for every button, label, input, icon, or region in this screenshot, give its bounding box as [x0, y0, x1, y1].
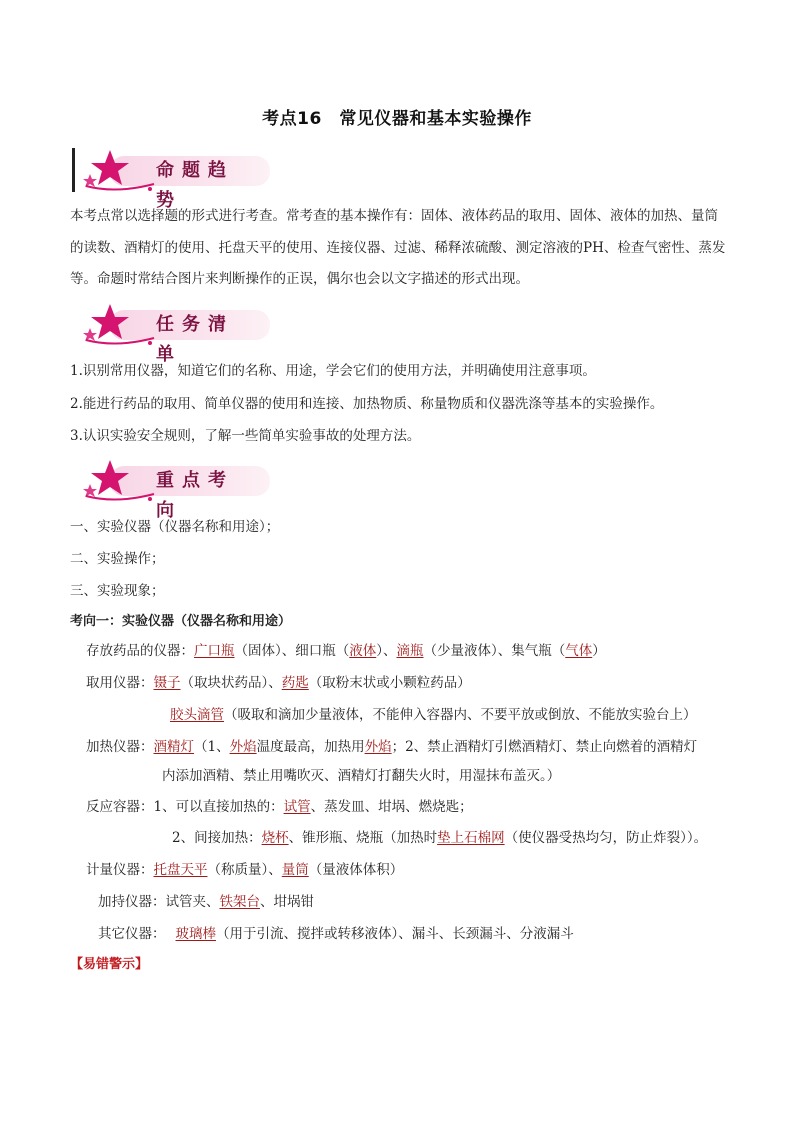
- taking-row: [86, 673, 471, 693]
- answer: 试管: [283, 799, 311, 815]
- holding-row: [98, 892, 314, 912]
- answer: 气体: [565, 643, 593, 659]
- note: （少量液体）、集气瓶（: [423, 643, 566, 659]
- answer: 垫上石棉网: [437, 830, 505, 846]
- page-title: 考点16 常见仪器和基本实验操作: [262, 109, 532, 129]
- row-label: 其它仪器：: [98, 926, 166, 942]
- taking-row-cont: [170, 705, 697, 725]
- warning-heading: 【易错警示】: [70, 957, 149, 972]
- note: ；2、禁止酒精灯引燃酒精灯、禁止向燃着的酒精灯: [391, 739, 698, 755]
- note: ）: [592, 643, 606, 659]
- answer: 镊子: [153, 675, 181, 691]
- reaction-row: [86, 797, 473, 817]
- focus-item: 三、实验现象；: [70, 583, 165, 599]
- answer: 托盘天平: [153, 862, 208, 878]
- measuring-row: [86, 860, 403, 880]
- banner-tasks: [70, 302, 270, 365]
- row-label: 加热仪器：: [86, 739, 154, 755]
- star-icon: [76, 302, 156, 346]
- answer: 滴瓶: [396, 643, 424, 659]
- note: 1、可以直接加热的：: [153, 799, 284, 815]
- focus-item: 一、实验仪器（仪器名称和用途）；: [70, 519, 280, 535]
- row-label: 加持仪器：: [98, 894, 166, 910]
- note: （用于引流、搅拌或转移液体）、漏斗、长颈漏斗、分液漏斗: [216, 926, 574, 942]
- answer: 玻璃棒: [175, 926, 216, 942]
- banner-label: 任务清单: [110, 310, 270, 340]
- note: 2、间接加热：: [172, 830, 262, 846]
- row-label: 取用仪器：: [86, 675, 154, 691]
- task-item: 3.认识实验安全规则，了解一些简单实验事故的处理方法。: [70, 428, 421, 444]
- note: （固体）、细口瓶（: [234, 643, 350, 659]
- answer: 外焰: [229, 739, 257, 755]
- answer: 量筒: [281, 862, 309, 878]
- heating-row: [86, 737, 697, 757]
- reaction-row-cont: [172, 828, 707, 848]
- others-row: [98, 924, 574, 944]
- answer: 外焰: [364, 739, 392, 755]
- task-item: 1.识别常用仪器，知道它们的名称、用途，学会它们的使用方法，并明确使用注意事项。: [70, 363, 596, 379]
- banner-focus: [70, 458, 270, 521]
- trend-paragraph: 本考点常以选择题的形式进行考查。常考查的基本操作有：固体、液体药品的取用、固体、液体的加热、量筒的读数、酒精灯的使用、托盘天平的使用、连接仪器、过滤、稀释浓硫酸、测定溶液的PH、检查气密性、蒸发等。命题时常结合图片来判断操作的正误，偶尔也会以文字描述的形式出现。: [70, 208, 726, 287]
- note: 试管夹、: [165, 894, 220, 910]
- note: （吸取和滴加少量液体，不能伸入容器内、不要平放或倒放、不能放实验台上）: [224, 707, 697, 723]
- note: ）、: [376, 643, 397, 659]
- answer: 广口瓶: [194, 643, 235, 659]
- banner-label: 命题趋势: [110, 156, 270, 186]
- focus-item: 二、实验操作；: [70, 551, 165, 567]
- banner-label: 重点考向: [110, 466, 270, 496]
- note: （1、: [194, 739, 230, 755]
- task-item: 2.能进行药品的取用、简单仪器的使用和连接、加热物质、称量物质和仪器洗涤等基本的实验操作。: [70, 396, 664, 412]
- note: 温度最高，加热用: [256, 739, 365, 755]
- answer: 液体: [349, 643, 377, 659]
- note: 、蒸发皿、坩埚、燃烧匙；: [310, 799, 473, 815]
- note: （量液体体积）: [308, 862, 404, 878]
- note: 、坩埚钳: [260, 894, 314, 910]
- banner-trend: [70, 148, 270, 211]
- note: （使仪器受热均匀，防止炸裂））。: [504, 830, 708, 846]
- row-label: 计量仪器：: [86, 862, 154, 878]
- heating-row-cont: 内添加酒精、禁止用嘴吹灭、酒精灯打翻失火时，用湿抹布盖灭。）: [162, 768, 561, 784]
- row-label: 存放药品的仪器：: [86, 643, 194, 659]
- note: 、锥形瓶、烧瓶（加热时: [288, 830, 438, 846]
- note: （取块状药品）、: [180, 675, 282, 691]
- note: （取粉末状或小颗粒药品）: [308, 675, 471, 691]
- answer: 胶头滴管: [170, 707, 224, 723]
- row-label: 反应容器：: [86, 799, 154, 815]
- answer: 铁架台: [219, 894, 260, 910]
- answer: 药匙: [281, 675, 309, 691]
- direction-heading: 考向一：实验仪器（仪器名称和用途）: [70, 614, 292, 629]
- star-icon: [76, 458, 156, 502]
- banner-bar: [72, 148, 75, 192]
- storage-row: [86, 641, 606, 661]
- answer: 酒精灯: [153, 739, 194, 755]
- note: （称质量）、: [207, 862, 282, 878]
- answer: 烧杯: [261, 830, 289, 846]
- star-icon: [76, 148, 156, 192]
